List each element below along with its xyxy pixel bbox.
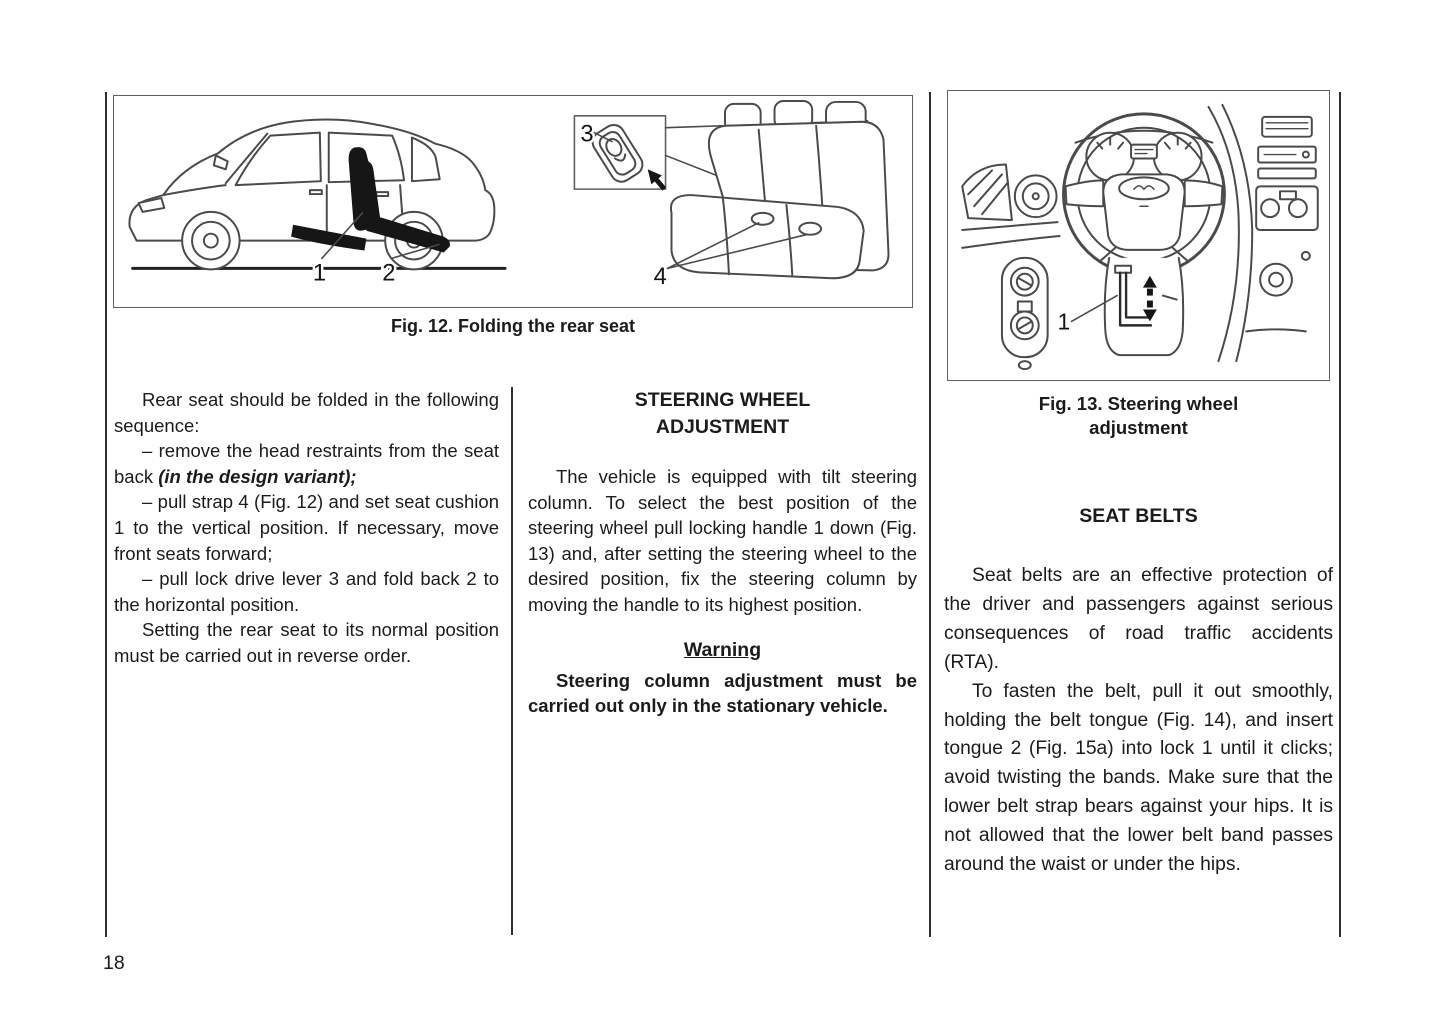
rear-seat-paragraph-3: – pull strap 4 (Fig. 12) and set seat cushion 1 to the vertical position. If necessary, move front seats forward;	[114, 491, 499, 564]
rear-seat-paragraph-5: Setting the rear seat to its normal position must be carried out in reverse order.	[114, 619, 499, 666]
fig12-callout-4: 4	[653, 263, 667, 291]
left-column	[114, 387, 499, 669]
right-margin-rule	[1339, 92, 1341, 937]
rear-seat-paragraph-2-emphasis: (in the design variant);	[158, 465, 357, 487]
rear-seat-paragraph-2	[114, 438, 499, 489]
heading-line-1: STEERING WHEEL	[634, 389, 811, 411]
car-side-view-drawing	[129, 120, 505, 270]
seat-belts-paragraph-1: Seat belts are an effective protection of the driver and passengers against serious consequences of road traffic accidents (RTA).	[944, 565, 1333, 673]
fig13-caption-line-1: Fig. 13. Steering wheel	[1038, 393, 1239, 414]
figure-13-box	[947, 90, 1330, 381]
fig13-caption	[947, 392, 1330, 439]
column-divider-middle-right	[929, 92, 931, 937]
warning-heading: Warning	[683, 638, 762, 661]
rear-seat-paragraph-1: Rear seat should be folded in the following sequence:	[114, 389, 499, 436]
seat-belts-heading: SEAT BELTS	[1079, 505, 1198, 527]
fig13-callout-1: 1	[1057, 308, 1071, 335]
fig12-callout-1: 1	[312, 259, 327, 287]
fig13-caption-line-2: adjustment	[1089, 416, 1188, 438]
steering-wheel-adjustment-heading	[528, 387, 917, 441]
fig12-caption: Fig. 12. Folding the rear seat	[390, 316, 636, 336]
steering-wheel-drawing	[962, 105, 1318, 369]
steering-adjustment-paragraph: The vehicle is equipped with tilt steering column. To select the best position of the steering wheel pull locking handle 1 down (Fig. 13) and, after setting the steering wheel to the desired position, fix the steering column by moving the handle to its highest position.	[528, 466, 917, 615]
seat-belts-paragraph-2: To fasten the belt, pull it out smoothly, holding the belt tongue (Fig. 14), and insert tongue 2 (Fig. 15a) into lock 1 until it clicks; avoid twisting the bands. Make sure that the lower belt strap bears against your hips. It is not allowed that the lower belt band passes around the waist or under the hips.	[944, 680, 1333, 876]
fig12-callout-2: 2	[382, 259, 396, 287]
fig12-illustration	[114, 96, 912, 307]
fig12-callout-3: 3	[580, 120, 594, 148]
figure-12-box	[113, 95, 913, 308]
rear-bench-drawing	[668, 101, 889, 278]
heading-line-2: ADJUSTMENT	[655, 416, 790, 438]
left-margin-rule	[105, 92, 107, 937]
fig13-illustration	[948, 91, 1329, 380]
middle-column	[528, 387, 917, 719]
right-column	[944, 562, 1333, 880]
rear-seat-paragraph-2-plain: – remove the head restraints from the seat back	[114, 440, 499, 487]
warning-paragraph: Steering column adjustment must be carried out only in the stationary vehicle.	[528, 669, 917, 717]
rear-seat-paragraph-4: – pull lock drive lever 3 and fold back 2 to the horizontal position.	[114, 568, 499, 615]
column-divider-left-middle	[511, 387, 513, 935]
page-number: 18	[103, 952, 125, 974]
